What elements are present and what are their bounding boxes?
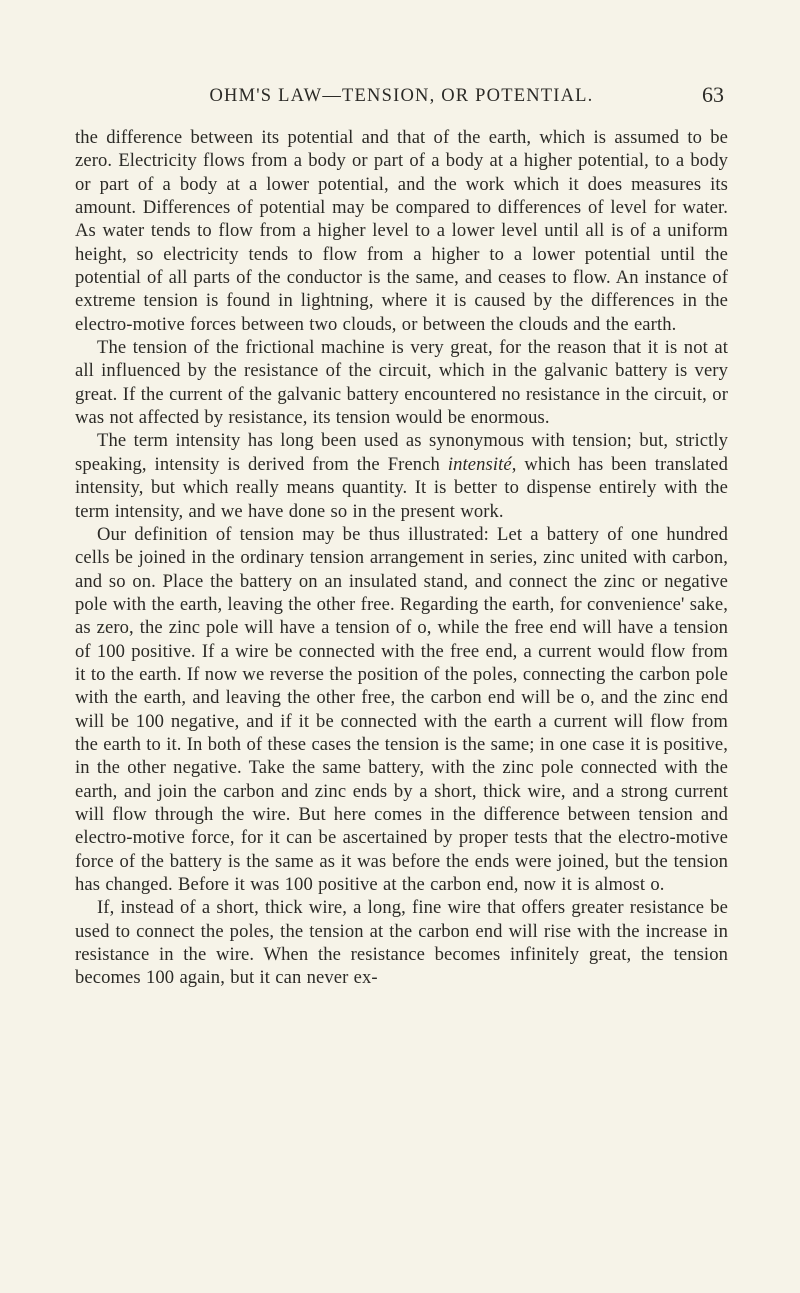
french-term: intensité (447, 453, 512, 475)
paragraph-definition-illustration: Our definition of tension may be thus illustrated: Let a battery of one hundred cells be joined in the ordinary tension arrangement in series, zinc united with carbon, and so on. Place the battery on an insulated stand, and connect the zinc or negative pole with the earth, leaving the other free. Regarding the earth, for convenience' sake, as zero, the zinc pole will have a tension of o, while the free end will have a tension of 100 positive. If a wire be connected with the free end, a current would flow from it to the earth. If now we reverse the position of the poles, connecting the carbon pole with the earth, and leaving the other free, the carbon end will be o, and the zinc end will be 100 negative, and if it be connected with the earth a current will flow from the earth to it. In both of these cases the tension is the same; in one case it is positive, in the other negative. Take the same battery, with the zinc pole connected with the earth, and join the carbon and zinc ends by a short, thick wire, and a strong current will flow through the wire. But here comes in the difference between tension and electro-motive force, for it can be ascertained by proper tests that the electro-motive force of the battery is the same as it was before the ends were joined, but the tension has changed. Before it was 100 positive at the carbon end, now it is almost o. (75, 523, 728, 895)
paragraph-intensity-part-1: The term intensity has long been used as synonymous with tension; but, strictly speaking, intensity is derived from the French (75, 430, 728, 475)
running-head (75, 84, 728, 114)
paragraph-continued: the difference between its potential and that of the earth, which is assumed to be zero. Electricity flows from a body or part of a body at a higher potential, to a body or part of a body at a lower potential, and the work which it does measures its amount. Differences of potential may be compared to differences of level for water. As water tends to flow from a higher level to a lower level until all is of a uniform height, so electricity tends to flow from a higher to a lower potential until the potential of all parts of the conductor is the same, and ceases to flow. An instance of extreme tension is found in lightning, where it is caused by the differences in the electro-motive forces between two clouds, or between the clouds and the earth. (75, 127, 728, 335)
paragraph-intensity (75, 429, 728, 522)
page-number: 63 (702, 82, 724, 107)
paragraph-intensity-part-2: , which has been translated intensity, but which really means quantity. It is better to dispense entirely with the term intensity, and we have done so in the present work. (75, 453, 728, 522)
paragraph-frictional-machine: The tension of the frictional machine is very great, for the reason that it is not at all influenced by the resistance of the circuit, which in the galvanic battery is very great. If the current of the galvanic battery encountered no resistance in the circuit, or was not affected by resistance, its tension would be enormous. (75, 337, 728, 429)
paragraph-long-fine-wire: If, instead of a short, thick wire, a long, fine wire that offers greater resistance be used to connect the poles, the tension at the carbon end will rise with the increase in resistance in the wire. When the resistance becomes infinitely great, the tension becomes 100 again, but it can never ex- (75, 897, 728, 989)
body-text (75, 126, 728, 990)
running-title: OHM'S LAW—TENSION, OR POTENTIAL. (209, 86, 594, 106)
